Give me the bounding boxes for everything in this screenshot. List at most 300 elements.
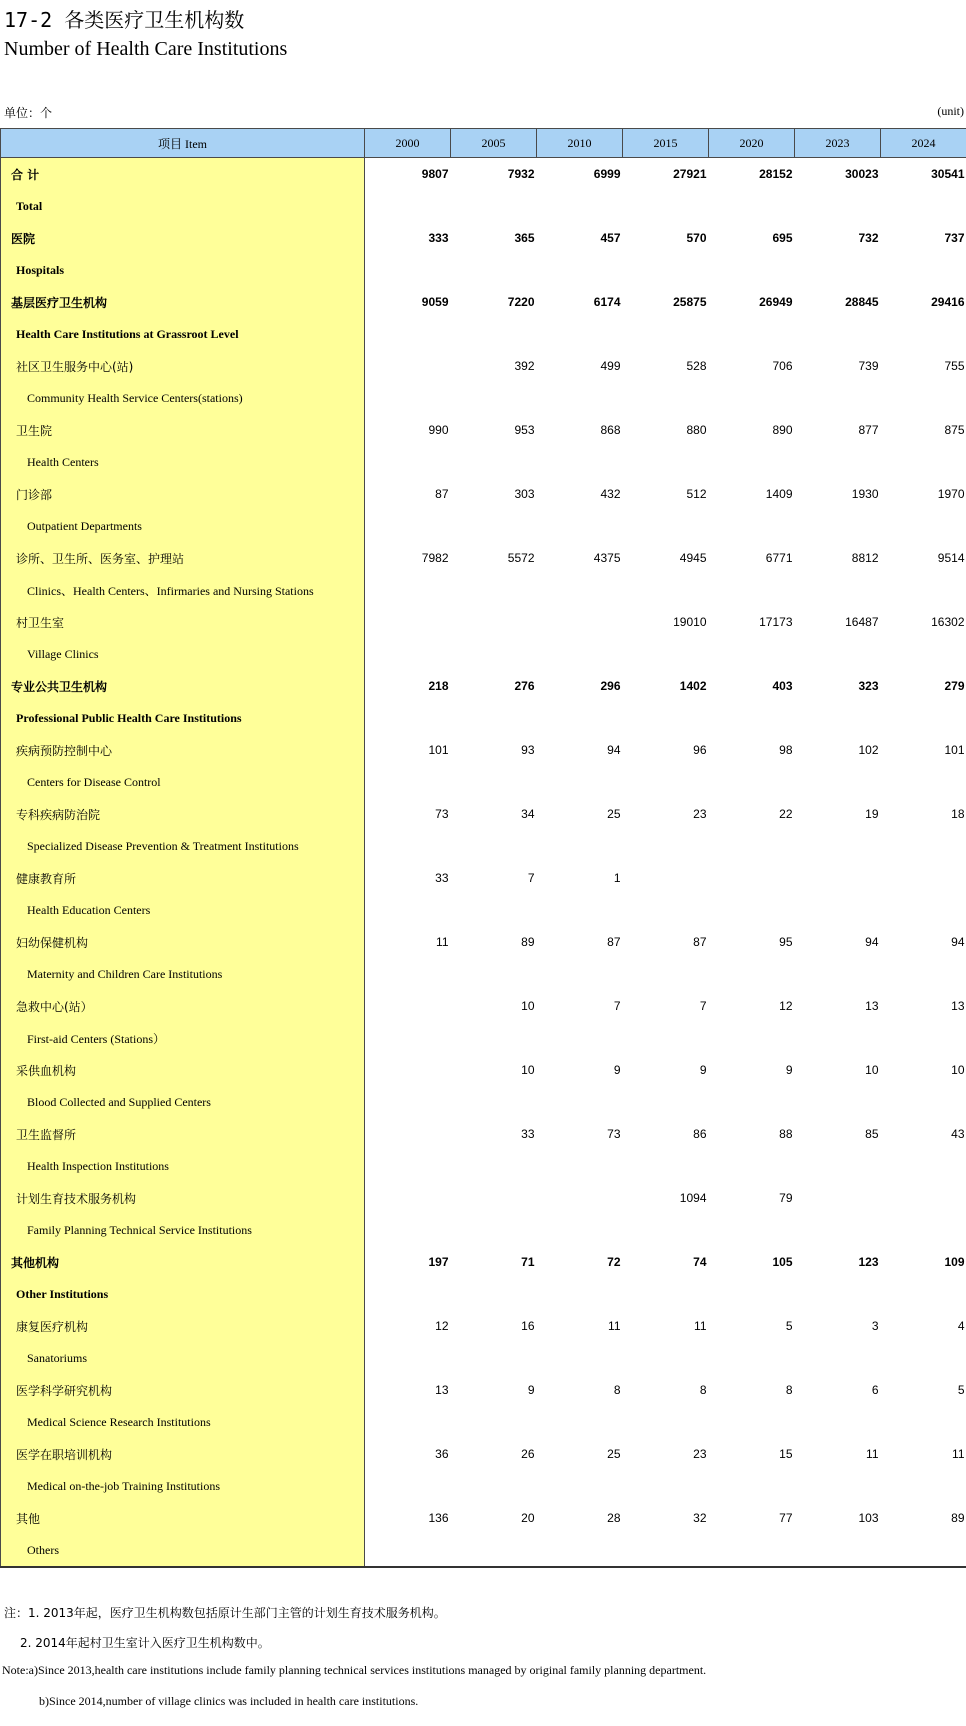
page-title-en: Number of Health Care Institutions — [4, 38, 288, 60]
row-label-en: Village Clinics — [1, 638, 365, 670]
empty-cell — [795, 1534, 881, 1567]
row-label-en: Health Education Centers — [1, 894, 365, 926]
empty-cell — [795, 958, 881, 990]
empty-cell — [365, 830, 451, 862]
empty-cell — [451, 830, 537, 862]
row-value: 403 — [772, 679, 793, 693]
row-value: 512 — [686, 487, 707, 501]
row-value: 13 — [865, 999, 879, 1013]
row-value: 9807 — [421, 167, 449, 181]
row-value: 71 — [521, 1255, 535, 1269]
table-row-en — [1, 1406, 966, 1438]
row-value: 323 — [858, 679, 879, 693]
note-en-1: Note:a)Since 2013,health care institutions include family planning technical services institutions managed by original family planning department. — [2, 1663, 707, 1677]
table-row-en — [1, 190, 966, 222]
row-label-en: Medical Science Research Institutions — [1, 1406, 365, 1438]
empty-cell — [709, 1278, 795, 1310]
empty-cell — [795, 1278, 881, 1310]
empty-cell — [537, 830, 623, 862]
empty-cell — [795, 1470, 881, 1502]
row-value: 7 — [527, 871, 535, 885]
row-label-cn: 卫生监督所 — [1, 1118, 365, 1150]
empty-cell — [709, 638, 795, 670]
empty-cell — [881, 638, 966, 670]
empty-cell — [623, 510, 709, 542]
institutions-table — [0, 128, 966, 1568]
empty-cell — [537, 1022, 623, 1054]
row-value: 10 — [521, 999, 535, 1013]
table-row-en — [1, 1342, 966, 1374]
empty-cell — [623, 894, 709, 926]
row-label-en: Family Planning Technical Service Institutions — [1, 1214, 365, 1246]
empty-cell — [881, 1278, 966, 1310]
header-year: 2020 — [709, 129, 795, 158]
empty-cell — [881, 446, 966, 478]
row-value: 89 — [951, 1511, 965, 1525]
row-label-cn: 医院 — [1, 222, 365, 254]
empty-cell — [881, 1470, 966, 1502]
empty-cell — [709, 190, 795, 222]
row-value: 89 — [521, 935, 535, 949]
table-row — [1, 990, 966, 1022]
header-year: 2000 — [365, 129, 451, 158]
row-value: 26949 — [759, 295, 793, 309]
note-cn-2: 2. 2014年起村卫生室计入医疗卫生机构数中。 — [20, 1636, 270, 1650]
row-value: 9 — [699, 1063, 707, 1077]
row-value: 17173 — [759, 615, 793, 629]
row-value: 34 — [521, 807, 535, 821]
table-row-en — [1, 1470, 966, 1502]
row-value: 72 — [607, 1255, 621, 1269]
empty-cell — [623, 1150, 709, 1182]
row-value: 19 — [865, 807, 879, 821]
row-value: 9514 — [937, 551, 965, 565]
row-value: 6174 — [593, 295, 621, 309]
row-value — [365, 1182, 451, 1214]
empty-cell — [623, 382, 709, 414]
empty-cell — [451, 1150, 537, 1182]
empty-cell — [881, 894, 966, 926]
unit-label-en: (unit) — [937, 104, 964, 118]
empty-cell — [623, 1278, 709, 1310]
empty-cell — [709, 318, 795, 350]
empty-cell — [881, 1342, 966, 1374]
row-value: 1402 — [679, 679, 707, 693]
row-label-en: Total — [1, 190, 365, 222]
table-row — [1, 798, 966, 830]
table-row — [1, 1054, 966, 1086]
empty-cell — [881, 1022, 966, 1054]
row-value: 136 — [428, 1511, 449, 1525]
table-row — [1, 926, 966, 958]
empty-cell — [537, 574, 623, 606]
row-value: 16302 — [931, 615, 965, 629]
header-year: 2010 — [537, 129, 623, 158]
empty-cell — [709, 574, 795, 606]
row-value: 1930 — [851, 487, 879, 501]
row-value: 9059 — [421, 295, 449, 309]
row-label-cn: 康复医疗机构 — [1, 1310, 365, 1342]
row-value: 1094 — [679, 1191, 707, 1205]
row-value: 8 — [699, 1383, 707, 1397]
row-value: 5572 — [507, 551, 535, 565]
row-value: 4 — [957, 1319, 965, 1333]
empty-cell — [537, 1086, 623, 1118]
table-row-en — [1, 1086, 966, 1118]
row-label-en: Health Care Institutions at Grassroot Level — [1, 318, 365, 350]
empty-cell — [365, 702, 451, 734]
header-year: 2023 — [795, 129, 881, 158]
row-value: 25 — [607, 1447, 621, 1461]
empty-cell — [451, 1022, 537, 1054]
row-value: 94 — [607, 743, 621, 757]
row-value: 30541 — [931, 167, 965, 181]
empty-cell — [881, 510, 966, 542]
empty-cell — [537, 1470, 623, 1502]
table-row — [1, 1118, 966, 1150]
table-row-en — [1, 1022, 966, 1054]
empty-cell — [881, 1534, 966, 1567]
table-row — [1, 158, 966, 191]
empty-cell — [451, 1534, 537, 1567]
row-value — [537, 606, 623, 638]
empty-cell — [623, 638, 709, 670]
row-value: 8 — [613, 1383, 621, 1397]
row-value: 276 — [514, 679, 535, 693]
empty-cell — [451, 958, 537, 990]
row-label-cn: 计划生育技术服务机构 — [1, 1182, 365, 1214]
empty-cell — [451, 446, 537, 478]
row-value: 87 — [693, 935, 707, 949]
empty-cell — [709, 1086, 795, 1118]
empty-cell — [537, 1534, 623, 1567]
unit-label-cn: 单位：个 — [4, 106, 53, 120]
row-value: 22 — [779, 807, 793, 821]
row-value: 26 — [521, 1447, 535, 1461]
header-year: 2024 — [881, 129, 966, 158]
row-value: 18 — [951, 807, 965, 821]
empty-cell — [537, 318, 623, 350]
empty-cell — [623, 702, 709, 734]
row-value — [537, 1182, 623, 1214]
row-value: 432 — [600, 487, 621, 501]
empty-cell — [451, 190, 537, 222]
empty-cell — [795, 1342, 881, 1374]
row-value — [623, 862, 709, 894]
empty-cell — [795, 382, 881, 414]
empty-cell — [365, 1470, 451, 1502]
empty-cell — [365, 254, 451, 286]
row-value: 1970 — [937, 487, 965, 501]
row-value: 695 — [772, 231, 793, 245]
row-label-cn: 村卫生室 — [1, 606, 365, 638]
row-value: 706 — [772, 359, 793, 373]
row-value: 457 — [600, 231, 621, 245]
empty-cell — [365, 638, 451, 670]
row-value: 16 — [521, 1319, 535, 1333]
empty-cell — [709, 766, 795, 798]
table-row — [1, 286, 966, 318]
row-value: 16487 — [845, 615, 879, 629]
row-value: 95 — [779, 935, 793, 949]
empty-cell — [709, 446, 795, 478]
empty-cell — [451, 702, 537, 734]
row-label-cn: 基层医疗卫生机构 — [1, 286, 365, 318]
row-value: 7982 — [421, 551, 449, 565]
row-value: 103 — [858, 1511, 879, 1525]
row-value — [881, 862, 966, 894]
empty-cell — [709, 958, 795, 990]
row-value: 87 — [435, 487, 449, 501]
table-row — [1, 542, 966, 574]
row-value: 197 — [428, 1255, 449, 1269]
row-value: 10 — [865, 1063, 879, 1077]
row-value — [365, 990, 451, 1022]
empty-cell — [451, 766, 537, 798]
empty-cell — [795, 318, 881, 350]
empty-cell — [881, 766, 966, 798]
table-row-en — [1, 1150, 966, 1182]
table-row — [1, 1182, 966, 1214]
row-value — [709, 862, 795, 894]
table-row — [1, 670, 966, 702]
empty-cell — [881, 958, 966, 990]
row-label-en: Sanatoriums — [1, 1342, 365, 1374]
row-value: 23 — [693, 807, 707, 821]
row-label-en: First-aid Centers (Stations） — [1, 1022, 365, 1054]
empty-cell — [451, 638, 537, 670]
row-value: 303 — [514, 487, 535, 501]
empty-cell — [709, 894, 795, 926]
empty-cell — [537, 1278, 623, 1310]
row-value: 877 — [858, 423, 879, 437]
table-row-en — [1, 254, 966, 286]
empty-cell — [795, 766, 881, 798]
row-value: 13 — [951, 999, 965, 1013]
table-row-en — [1, 382, 966, 414]
row-label-en: Clinics、Health Centers、Infirmaries and Nursing Stations — [1, 574, 365, 606]
row-value: 15 — [779, 1447, 793, 1461]
empty-cell — [881, 830, 966, 862]
row-label-en: Medical on-the-job Training Institutions — [1, 1470, 365, 1502]
row-label-cn: 社区卫生服务中心(站) — [1, 350, 365, 382]
empty-cell — [537, 702, 623, 734]
row-label-cn: 急救中心(站） — [1, 990, 365, 1022]
row-value: 12 — [779, 999, 793, 1013]
table-row-en — [1, 1534, 966, 1567]
empty-cell — [365, 510, 451, 542]
row-value: 23 — [693, 1447, 707, 1461]
empty-cell — [451, 254, 537, 286]
empty-cell — [795, 190, 881, 222]
empty-cell — [451, 1086, 537, 1118]
empty-cell — [709, 510, 795, 542]
row-value — [365, 606, 451, 638]
header-year: 2015 — [623, 129, 709, 158]
row-value: 105 — [772, 1255, 793, 1269]
empty-cell — [881, 1214, 966, 1246]
empty-cell — [623, 574, 709, 606]
row-value: 79 — [779, 1191, 793, 1205]
row-label-cn: 专科疾病防治院 — [1, 798, 365, 830]
empty-cell — [795, 446, 881, 478]
row-value: 737 — [944, 231, 965, 245]
empty-cell — [623, 958, 709, 990]
row-value: 333 — [428, 231, 449, 245]
empty-cell — [365, 894, 451, 926]
row-label-en: Blood Collected and Supplied Centers — [1, 1086, 365, 1118]
empty-cell — [709, 1214, 795, 1246]
row-value: 4945 — [679, 551, 707, 565]
header-item: 项目 Item — [1, 129, 365, 158]
row-value: 96 — [693, 743, 707, 757]
row-label-cn: 医学在职培训机构 — [1, 1438, 365, 1470]
table-row — [1, 1438, 966, 1470]
row-value: 33 — [521, 1127, 535, 1141]
empty-cell — [623, 318, 709, 350]
empty-cell — [623, 1086, 709, 1118]
empty-cell — [451, 1342, 537, 1374]
row-value: 29416 — [931, 295, 965, 309]
empty-cell — [795, 1150, 881, 1182]
empty-cell — [795, 510, 881, 542]
row-value: 5 — [957, 1383, 965, 1397]
row-value: 3 — [871, 1319, 879, 1333]
row-value: 570 — [686, 231, 707, 245]
empty-cell — [365, 1342, 451, 1374]
row-value — [795, 862, 881, 894]
empty-cell — [795, 1406, 881, 1438]
row-value: 28845 — [845, 295, 879, 309]
row-value: 1409 — [765, 487, 793, 501]
row-value: 94 — [951, 935, 965, 949]
note-cn-1: 注：1. 2013年起，医疗卫生机构数包括原计生部门主管的计划生育技术服务机构。 — [4, 1606, 446, 1620]
empty-cell — [709, 1022, 795, 1054]
row-value: 11 — [436, 935, 449, 949]
table-row — [1, 862, 966, 894]
empty-cell — [537, 1214, 623, 1246]
empty-cell — [709, 382, 795, 414]
row-label-en: Centers for Disease Control — [1, 766, 365, 798]
empty-cell — [881, 1086, 966, 1118]
row-label-cn: 疾病预防控制中心 — [1, 734, 365, 766]
row-value: 109 — [944, 1255, 965, 1269]
row-value: 123 — [858, 1255, 879, 1269]
row-value: 12 — [435, 1319, 449, 1333]
row-value: 7 — [699, 999, 707, 1013]
table-row-en — [1, 318, 966, 350]
empty-cell — [365, 1406, 451, 1438]
row-value — [881, 1182, 966, 1214]
table-row — [1, 414, 966, 446]
empty-cell — [537, 1150, 623, 1182]
row-value: 10 — [521, 1063, 535, 1077]
row-value: 5 — [785, 1319, 793, 1333]
table-row-en — [1, 574, 966, 606]
row-value: 93 — [521, 743, 535, 757]
row-value: 101 — [944, 743, 965, 757]
empty-cell — [881, 1406, 966, 1438]
header-year: 2005 — [451, 129, 537, 158]
row-value: 85 — [865, 1127, 879, 1141]
empty-cell — [537, 958, 623, 990]
empty-cell — [623, 1406, 709, 1438]
table-row — [1, 222, 966, 254]
empty-cell — [537, 254, 623, 286]
table-body — [1, 158, 966, 1568]
empty-cell — [709, 1470, 795, 1502]
row-value: 36 — [435, 1447, 449, 1461]
row-value: 28 — [607, 1511, 621, 1525]
empty-cell — [795, 574, 881, 606]
empty-cell — [623, 1342, 709, 1374]
empty-cell — [365, 1086, 451, 1118]
row-value: 32 — [693, 1511, 707, 1525]
empty-cell — [451, 1406, 537, 1438]
row-value: 218 — [428, 679, 449, 693]
row-value — [365, 1054, 451, 1086]
row-value: 732 — [858, 231, 879, 245]
empty-cell — [623, 1534, 709, 1567]
empty-cell — [623, 446, 709, 478]
empty-cell — [365, 574, 451, 606]
empty-cell — [881, 702, 966, 734]
empty-cell — [709, 1342, 795, 1374]
row-value: 6771 — [765, 551, 793, 565]
table-row — [1, 1246, 966, 1278]
page-title-cn: 17-2 各类医疗卫生机构数 — [4, 8, 245, 32]
row-value: 755 — [944, 359, 965, 373]
row-label-en: Outpatient Departments — [1, 510, 365, 542]
empty-cell — [881, 574, 966, 606]
row-value: 880 — [686, 423, 707, 437]
table-row-en — [1, 958, 966, 990]
row-value: 11 — [952, 1447, 965, 1461]
row-value: 77 — [779, 1511, 793, 1525]
table-row-en — [1, 638, 966, 670]
row-value: 7932 — [507, 167, 535, 181]
empty-cell — [623, 190, 709, 222]
row-value: 6 — [871, 1383, 879, 1397]
row-value — [451, 1182, 537, 1214]
row-label-en: Others — [1, 1534, 365, 1567]
row-value — [451, 606, 537, 638]
empty-cell — [365, 1150, 451, 1182]
empty-cell — [795, 1214, 881, 1246]
row-value: 73 — [435, 807, 449, 821]
empty-cell — [881, 190, 966, 222]
empty-cell — [365, 1534, 451, 1567]
row-value: 87 — [607, 935, 621, 949]
empty-cell — [795, 638, 881, 670]
table-row — [1, 1502, 966, 1534]
empty-cell — [795, 702, 881, 734]
row-value: 19010 — [673, 615, 707, 629]
row-label-en: Other Institutions — [1, 1278, 365, 1310]
row-value: 990 — [428, 423, 449, 437]
table-row-en — [1, 766, 966, 798]
empty-cell — [365, 190, 451, 222]
empty-cell — [365, 1022, 451, 1054]
empty-cell — [881, 1150, 966, 1182]
row-value: 392 — [514, 359, 535, 373]
row-value: 6999 — [593, 167, 621, 181]
row-value: 25 — [607, 807, 621, 821]
row-value: 10 — [951, 1063, 965, 1077]
row-label-cn: 采供血机构 — [1, 1054, 365, 1086]
empty-cell — [537, 1342, 623, 1374]
row-value: 11 — [866, 1447, 879, 1461]
